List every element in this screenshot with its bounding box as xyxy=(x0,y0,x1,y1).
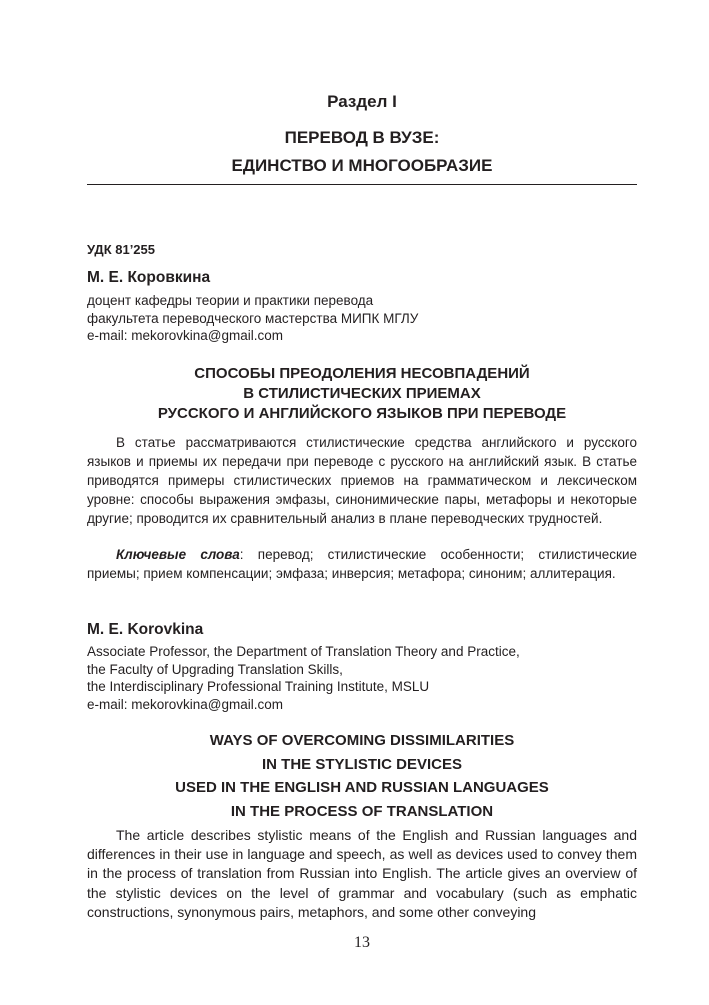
keywords-ru xyxy=(87,545,637,583)
keywords-text: : перевод; стилистические особенности; стилистические приемы; прием компенсации; эмфаза; инверсия; метафора; синоним; аллитерация. xyxy=(87,547,637,581)
author-name-en: M. E. Korovkina xyxy=(87,621,204,638)
abstract-text-en: The article describes stylistic means of the English and Russian languages and differences in their use in language and speech, as well as devices used to convey them in the process of translation from Russian into English. The article gives an overview of the stylistic devices on the level of grammar and vocabulary (such as emphatic constructions, synonymous pairs, metaphors, and some other conveying xyxy=(87,827,637,920)
article-title-line: В СТИЛИСТИЧЕСКИХ ПРИЕМАХ xyxy=(243,385,481,402)
section-title-line: ЕДИНСТВО И МНОГООБРАЗИЕ xyxy=(231,156,493,175)
abstract-ru xyxy=(87,433,637,528)
affiliation-line: the Faculty of Upgrading Translation Skills, xyxy=(87,661,343,677)
article-title-line: USED IN THE ENGLISH AND RUSSIAN LANGUAGES xyxy=(175,779,549,796)
article-title-line: РУССКОГО И АНГЛИЙСКОГО ЯЗЫКОВ ПРИ ПЕРЕВОДЕ xyxy=(157,405,567,422)
section-title-line: ПЕРЕВОД В ВУЗЕ: xyxy=(284,128,440,147)
email-en: e-mail: mekorovkina@gmail.com xyxy=(87,697,284,713)
keywords-label: Ключевые слова xyxy=(116,547,240,562)
author-name-ru: М. Е. Коровкина xyxy=(87,269,211,286)
affiliation-line: the Interdisciplinary Professional Training Institute, MSLU xyxy=(87,679,430,695)
page-number: 13 xyxy=(354,934,370,951)
abstract-text-ru: В статье рассматриваются стилистические средства английского и русского языков и приемы их передачи при переводе с русского на английский язык. В статье приводятся примеры стилистических приемов на грамматическом и лексическом уровне: способы выражения эмфазы, синонимические пары, метафоры и некоторые другие; проводится их сравнительный анализ в плане переводческих трудностей. xyxy=(87,435,637,526)
section-title xyxy=(87,124,637,180)
author-affiliation-ru xyxy=(87,292,418,345)
affiliation-line: факультета переводческого мастерства МИПК МГЛУ xyxy=(87,310,419,326)
article-title-ru xyxy=(87,364,637,424)
article-title-line: СПОСОБЫ ПРЕОДОЛЕНИЯ НЕСОВПАДЕНИЙ xyxy=(194,365,530,382)
abstract-en xyxy=(87,826,637,922)
article-title-line: IN THE STYLISTIC DEVICES xyxy=(261,755,463,773)
section-divider xyxy=(87,184,637,185)
udk-code: УДК 81’255 xyxy=(87,242,155,257)
article-title-en xyxy=(87,729,637,823)
section-label: Раздел I xyxy=(327,92,397,111)
affiliation-line: Associate Professor, the Department of Translation Theory and Practice, xyxy=(87,644,520,659)
email-ru: e-mail: mekorovkina@gmail.com xyxy=(87,328,284,343)
article-title-line: IN THE PROCESS OF TRANSLATION xyxy=(230,802,494,820)
author-affiliation-en xyxy=(87,643,520,714)
article-title-line: WAYS OF OVERCOMING DISSIMILARITIES xyxy=(209,732,515,749)
keywords-paragraph xyxy=(87,545,637,583)
affiliation-line: доцент кафедры теории и практики перевода xyxy=(87,293,374,308)
